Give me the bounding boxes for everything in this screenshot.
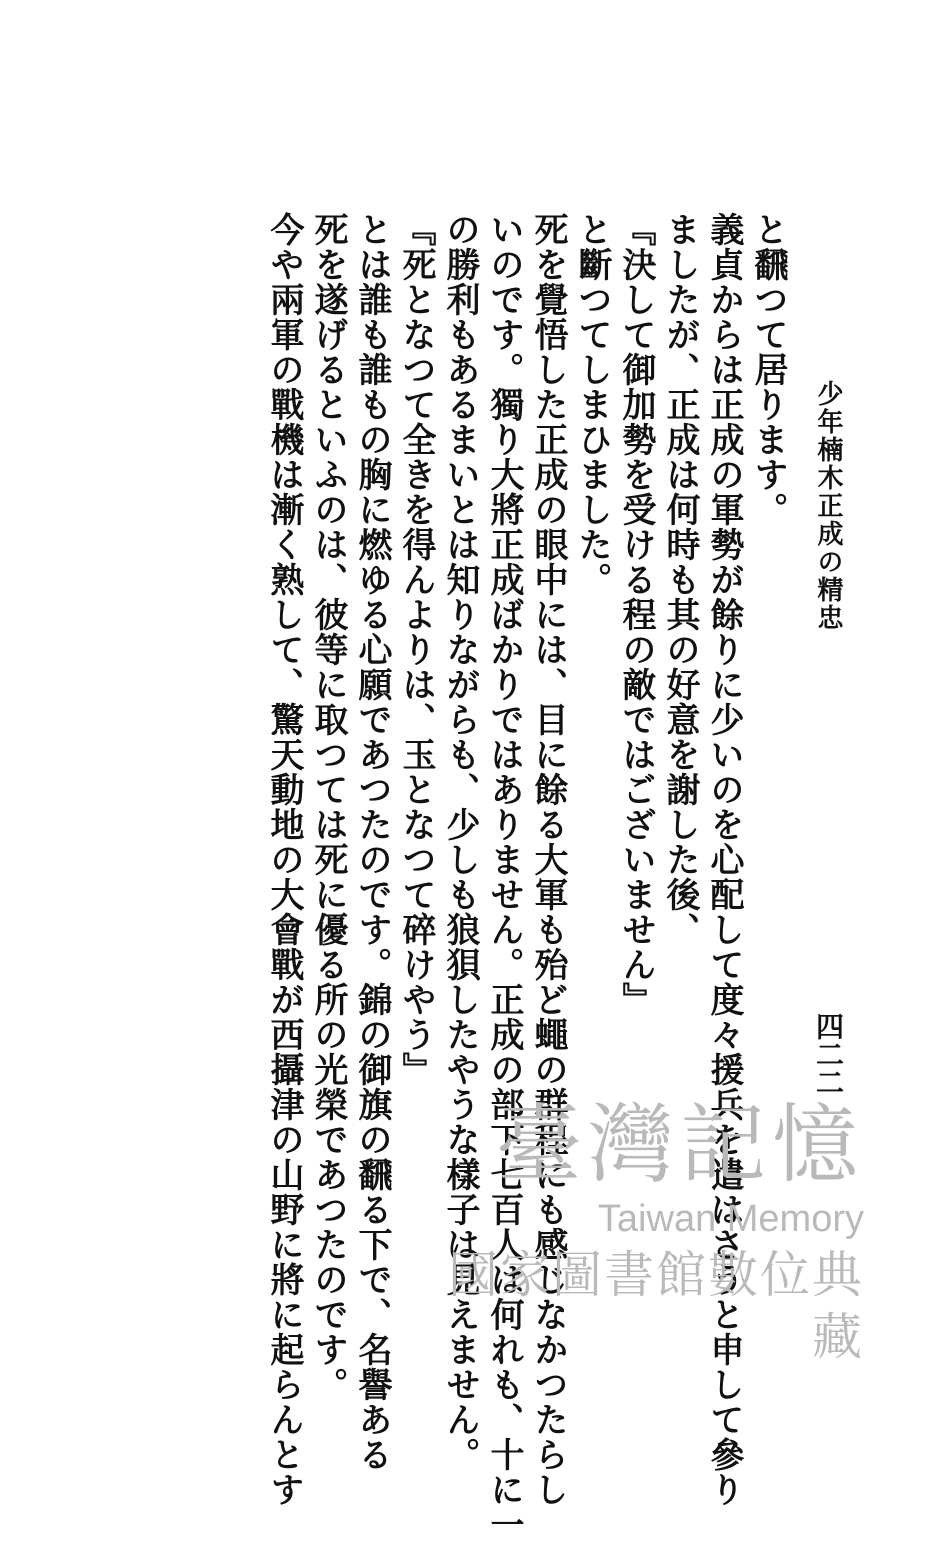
library-watermark <box>418 1095 864 1366</box>
text-column: と飜つて居ります。 <box>748 212 788 527</box>
text-column: 義貞からは正成の軍勢が餘りに少いのを心配して度々援兵を遣はさうと申して參り <box>704 212 744 1507</box>
text-column: いのです。獨り大將正成ばかりではありません。正成の部下七百人は何れも、十に一 <box>484 212 524 1542</box>
running-title: 少年楠木正成の精忠 <box>813 380 843 632</box>
text-column: 死を覺悟した正成の眼中には、目に餘る大軍も殆ど蠅の群程にも感じなかつたらし <box>528 212 568 1507</box>
text-column: 『決して御加勢を受ける程の敵ではございません』 <box>616 212 656 1017</box>
text-column: ましたが、正成は何時も其の好意を謝した後、 <box>660 212 700 947</box>
text-column: 今や兩軍の戰機は漸く熟して、驚天動地の大會戰が西攝津の山野に將に起らんとす <box>264 212 304 1507</box>
page-number: 四二二 <box>812 1012 845 1096</box>
text-column: 死を遂げるといふのは、彼等に取つては死に優る所の光榮であつたのです。 <box>308 212 348 1402</box>
text-column: の勝利もあるまいとは知りながらも、少しも狼狽したやうな樣子は見えません。 <box>440 212 480 1472</box>
text-column: とは誰も誰もの胸に燃ゆる心願であつたのです。錦の御旗の飜る下で、名譽ある <box>352 212 392 1472</box>
text-column: と斷つてしまひました。 <box>572 212 612 597</box>
watermark-subtitle: Taiwan Memory <box>597 1198 864 1240</box>
watermark-organization: 國家圖書館數位典藏 <box>448 1246 864 1366</box>
text-column: 『死となつて全きを得んよりは、玉となつて碎けやう』 <box>396 212 436 1087</box>
watermark-title: 臺灣記憶 <box>496 1095 864 1195</box>
